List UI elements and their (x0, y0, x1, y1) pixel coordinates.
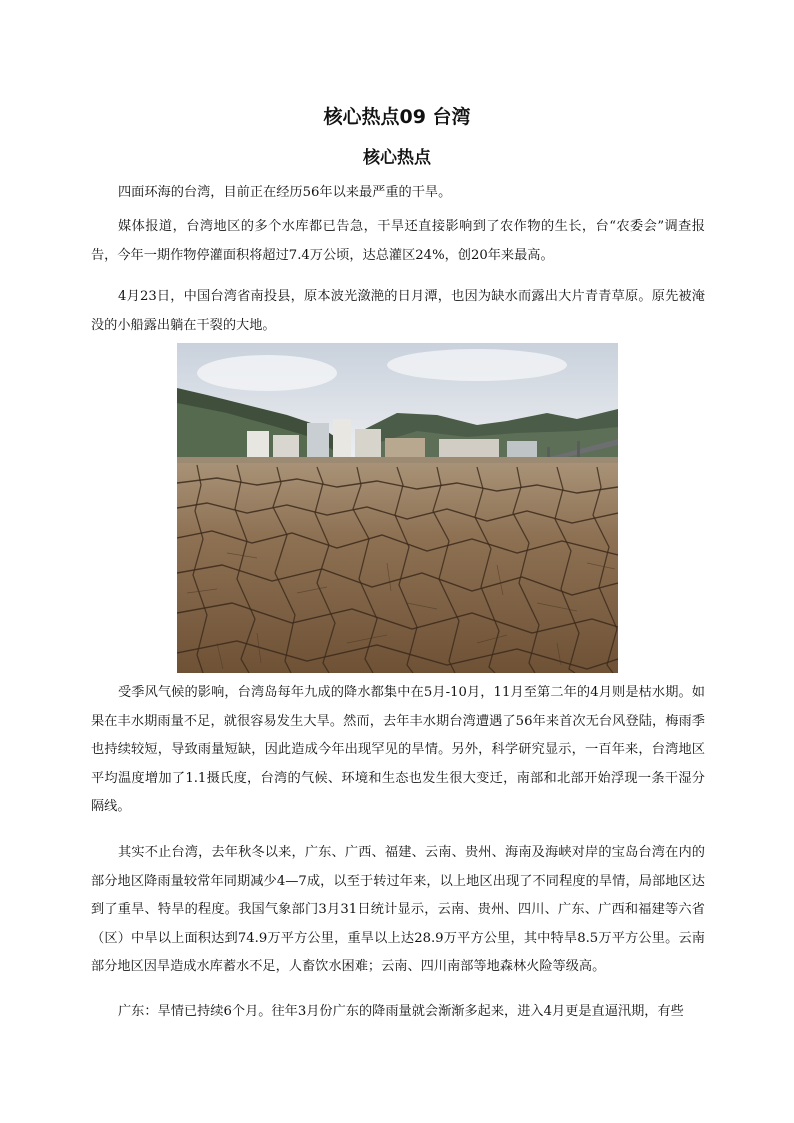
dry-lakebed-photo (177, 343, 618, 673)
paragraph-media-report: 媒体报道，台湾地区的多个水库都已告急，干旱还直接影响到了农作物的生长，台“农委会”调查报告，今年一期作物停灌面积将超过7.4万公顷，达总灌区24%，创20年来最高。 (91, 219, 705, 263)
paragraph-regional-drought: 其实不止台湾，去年秋冬以来，广东、广西、福建、云南、贵州、海南及海峡对岸的宝岛台湾在内的部分地区降雨量较常年同期减少4—7成，以至于转过年来，以上地区出现了不同程度的旱情，局部地区达到了重旱、特旱的程度。我国气象部门3月31日统计显示，云南、贵州、四川、广东、广西和福建等六省（区）中旱以上面积达到74.9万平方公里，重旱以上达28.9万平方公里，其中特旱8.5万平方公里。云南部分地区因旱造成水库蓄水不足，人畜饮水困难；云南、四川南部等地森林火险等级高。 (91, 845, 705, 974)
paragraph-sun-moon-lake: 4月23日，中国台湾省南投县，原本波光潋滟的日月潭，也因为缺水而露出大片青青草原。原先被淹没的小船露出躺在干裂的大地。 (91, 289, 705, 333)
paragraph-guangdong: 广东：旱情已持续6个月。往年3月份广东的降雨量就会渐渐多起来，进入4月更是直逼汛期，有些 (118, 1004, 684, 1019)
section-heading: 核心热点 (363, 148, 431, 168)
paragraph-intro: 四面环海的台湾，目前正在经历56年以来最严重的干旱。 (118, 185, 452, 200)
page-title: 核心热点09 台湾 (323, 106, 471, 128)
paragraph-monsoon: 受季风气候的影响，台湾岛每年九成的降水都集中在5月-10月，11月至第二年的4月则是枯水期。如果在丰水期雨量不足，就很容易发生大旱。然而，去年丰水期台湾遭遇了56年来首次无台风登陆，梅雨季也持续较短，导致雨量短缺，因此造成今年出现罕见的旱情。另外，科学研究显示，一百年来，台湾地区平均温度增加了1.1摄氏度，台湾的气候、环境和生态也发生很大变迁，南部和北部开始浮现一条干湿分隔线。 (91, 685, 705, 814)
